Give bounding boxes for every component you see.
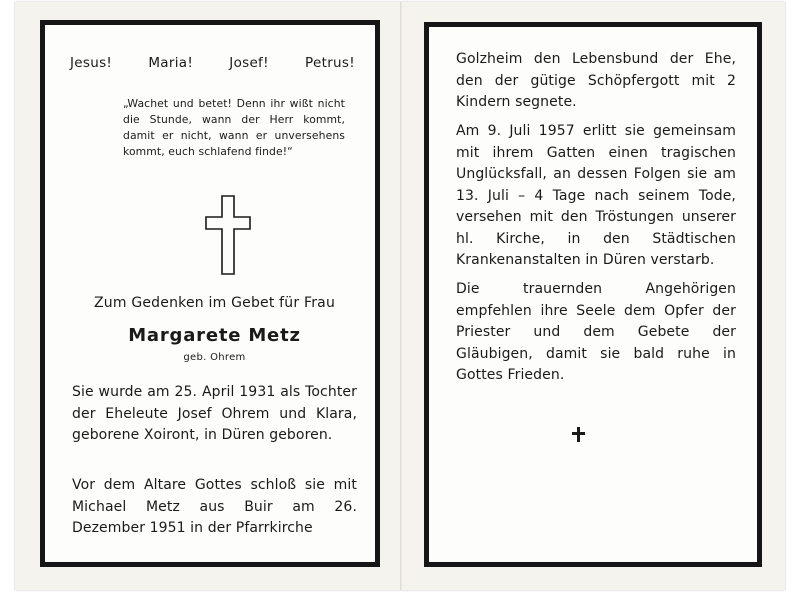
card-fold (400, 2, 402, 590)
bible-quote: „Wachet und betet! Denn ihr wißt nicht die Stunde, wann der Herr kommt, damit er nicht, wann er unversehens kommt, euch schlafend finde!“ (123, 97, 345, 158)
biography-paragraph-1: Sie wurde am 25. April 1931 als Tochter der Eheleute Josef Ohrem und Klara, geborene Xoiront, in Düren geboren. (72, 384, 357, 443)
latin-cross-outline-icon (205, 195, 251, 275)
invocation-petrus: Petrus! (305, 55, 355, 71)
biography-paragraph-5: Die trauernden Angehörigen empfehlen ihre Seele dem Opfer der Priester und dem Gebete der Gläubigen, damit sie bald ruhe in Gottes Frieden. (456, 281, 736, 383)
biography-paragraph-3: Golzheim den Lebensbund der Ehe, den der gütige Schöpfergott mit 2 Kindern segnete. (456, 51, 736, 110)
birth-name: geb. Ohrem (183, 352, 246, 363)
deceased-name: Margarete Metz (128, 325, 301, 346)
invocation-josef: Josef! (229, 55, 269, 71)
left-page (40, 20, 380, 567)
invocation-names (70, 55, 355, 71)
right-page (424, 22, 762, 567)
biography-paragraph-4: Am 9. Juli 1957 erlitt sie gemeinsam mit ihrem Gatten einen tragischen Unglücksfall, an dessen Folgen sie am 13. Juli – 4 Tage nach seinem Tode, versehen mit den Tröstungen unserer hl. Kirche, in den Städtischen Krankenanstalten in Düren verstarb. (456, 123, 736, 268)
invocation-jesus: Jesus! (70, 55, 113, 71)
biography-paragraph-2: Vor dem Altare Gottes schloß sie mit Michael Metz aus Buir am 26. Dezember 1951 in der Pfarrkirche (72, 477, 357, 536)
invocation-maria: Maria! (148, 55, 194, 71)
small-cross-icon (572, 427, 585, 442)
memorial-line: Zum Gedenken im Gebet für Frau (93, 295, 336, 311)
